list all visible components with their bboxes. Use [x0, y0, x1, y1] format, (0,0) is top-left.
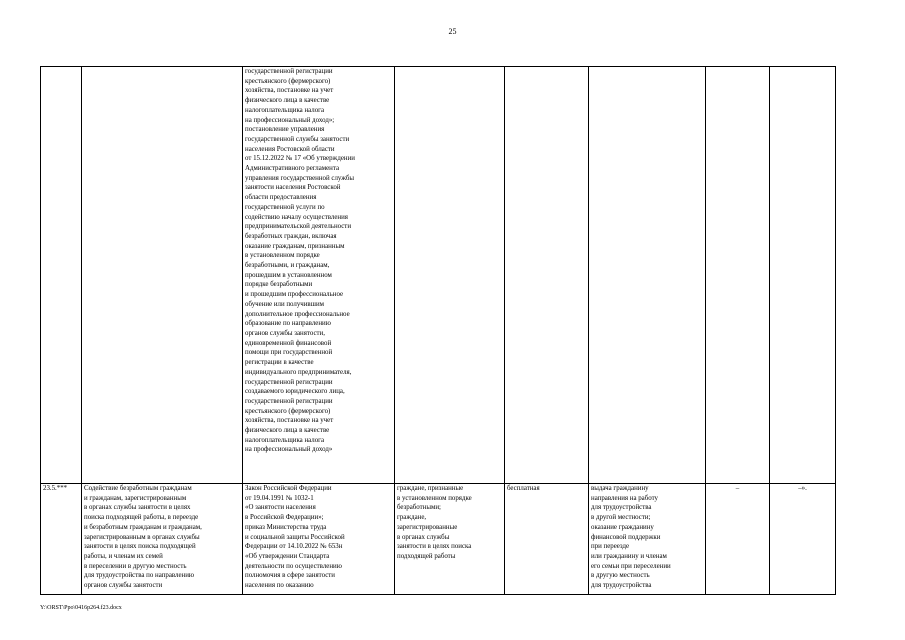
- cell-col7: –: [706, 484, 770, 595]
- result-text: [591, 484, 703, 591]
- text-line: Федерации от 14.10.2022 № 653н: [245, 543, 343, 551]
- text-line: Содействие безработным гражданам: [84, 485, 192, 492]
- text-line: хозяйства, постановке на учет: [245, 87, 334, 95]
- legal-basis-text: [245, 484, 392, 591]
- text-line: и прошедшим профессиональное: [245, 291, 344, 299]
- text-line: налогоплательщика налога: [245, 436, 325, 444]
- cell-service-name: [82, 484, 243, 595]
- text-line: содействию началу осуществления: [245, 213, 348, 221]
- text-line: на профессиональный доход»;: [245, 116, 335, 124]
- text-line: граждане,: [397, 514, 427, 522]
- text-line: в органах службы занятости в целях: [84, 504, 191, 512]
- legal-basis-text: [245, 67, 392, 455]
- text-line: в органах службы: [397, 533, 450, 541]
- cell-number: 23.5.***: [41, 484, 82, 595]
- text-line: постановление управления: [245, 126, 325, 134]
- text-line: от 15.12.2022 № 17 «Об утверждении: [245, 155, 355, 163]
- text-line: крестьянского (фермерского): [245, 77, 331, 85]
- text-line: финансовой поддержки: [591, 533, 661, 541]
- text-line: помощи при государственной: [245, 349, 333, 357]
- recipients-text: [397, 484, 502, 562]
- text-line: предпринимательской деятельности: [245, 223, 352, 231]
- text-line: от 19.04.1991 № 1032-1: [245, 494, 314, 502]
- text-line: Закон Российской Федерации: [245, 485, 332, 492]
- text-line: для трудоустройства по направлению: [84, 572, 195, 580]
- text-line: полномочия в сфере занятости: [245, 572, 335, 580]
- cell-result: [589, 484, 706, 595]
- text-line: Административного регламента: [245, 165, 340, 173]
- text-line: выдача гражданину: [591, 485, 649, 492]
- text-line: оказание гражданину: [591, 523, 654, 531]
- service-name-text: [84, 484, 240, 591]
- text-line: единовременной финансовой: [245, 339, 332, 347]
- text-line: на профессиональный доход»: [245, 446, 333, 454]
- text-line: крестьянского (фермерского): [245, 407, 331, 415]
- text-line: «Об утверждении Стандарта: [245, 552, 330, 560]
- text-line: налогоплательщика налога: [245, 106, 325, 114]
- text-line: занятости в целях поиска подходящей: [84, 543, 196, 551]
- text-line: зарегистрированные: [397, 523, 458, 531]
- text-line: органов службы занятости: [84, 582, 163, 590]
- text-line: государственной регистрации: [245, 378, 333, 386]
- cell-result: [589, 67, 706, 484]
- text-line: его семьи при переселении: [591, 562, 671, 570]
- text-line: занятости населения Ростовской: [245, 184, 341, 192]
- text-line: хозяйства, постановке на учет: [245, 417, 334, 425]
- cell-col7: [706, 67, 770, 484]
- text-line: в установленном порядке: [245, 252, 320, 260]
- text-line: органов службы занятости,: [245, 329, 325, 337]
- cell-col8: –».: [770, 484, 836, 595]
- cell-col8: [770, 67, 836, 484]
- table-row-continued: [41, 67, 836, 484]
- text-line: обучение или получившим: [245, 300, 325, 308]
- cell-fee: [505, 67, 589, 484]
- text-line: области предоставления: [245, 194, 317, 202]
- text-line: в переселении в другую местность: [84, 562, 187, 570]
- text-line: управления государственной службы: [245, 174, 355, 182]
- text-line: деятельности по осуществлению: [245, 562, 342, 570]
- page-number: 25: [448, 27, 457, 36]
- text-line: и безработным гражданам и гражданам,: [84, 523, 202, 531]
- text-line: в другую местность: [591, 572, 650, 580]
- text-line: зарегистрированным в органах службы: [84, 533, 200, 541]
- text-line: занятости в целях поиска: [397, 543, 472, 551]
- text-line: образование по направлению: [245, 320, 331, 328]
- text-line: государственной службы занятости: [245, 135, 350, 143]
- text-line: индивидуального предпринимателя,: [245, 368, 352, 376]
- services-table: [40, 66, 836, 595]
- text-line: поиска подходящей работы, в переезде: [84, 514, 199, 522]
- text-line: и гражданам, зарегистрированным: [84, 494, 187, 502]
- text-line: населения Ростовской области: [245, 145, 335, 153]
- text-line: для трудоустройства: [591, 504, 652, 512]
- cell-recipients: [395, 67, 505, 484]
- text-line: безработными;: [397, 504, 441, 512]
- text-line: граждане, признанные: [397, 485, 464, 492]
- text-line: регистрации в качестве: [245, 359, 314, 367]
- cell-recipients: [395, 484, 505, 595]
- text-line: приказ Министерства труда: [245, 523, 327, 531]
- text-line: для трудоустройства: [591, 582, 652, 590]
- text-line: физического лица в качестве: [245, 427, 330, 435]
- text-line: дополнительное профессиональное: [245, 310, 350, 318]
- cell-service-name: [82, 67, 243, 484]
- text-line: государственной услуги по: [245, 203, 325, 211]
- text-line: направления на работу: [591, 494, 658, 502]
- text-line: физического лица в качестве: [245, 97, 330, 105]
- cell-legal-basis: [243, 67, 395, 484]
- text-line: при переезде: [591, 543, 630, 551]
- text-line: или гражданину и членам: [591, 552, 667, 560]
- text-line: создаваемого юридического лица,: [245, 388, 345, 396]
- text-line: и социальной защиты Российской: [245, 533, 345, 541]
- cell-fee: бесплатная: [505, 484, 589, 595]
- footer-file-path: Y:\ORST\Ppo\0416p264.f23.docx: [40, 605, 122, 611]
- text-line: государственной регистрации: [245, 397, 333, 405]
- text-line: «О занятости населения: [245, 504, 316, 512]
- text-line: подходящей работы: [397, 552, 456, 560]
- text-line: оказание гражданам, признанным: [245, 242, 345, 250]
- text-line: в другой местности;: [591, 514, 651, 522]
- table-row-23-5: [41, 484, 836, 595]
- text-line: безработными, и гражданам,: [245, 262, 330, 270]
- text-line: работы, и членам их семей: [84, 552, 163, 560]
- text-line: безработных граждан, включая: [245, 232, 337, 240]
- cell-number: [41, 67, 82, 484]
- text-line: прошедшим в установленном: [245, 271, 332, 279]
- cell-legal-basis: [243, 484, 395, 595]
- text-line: в Российской Федерации»;: [245, 514, 324, 522]
- text-line: в установленном порядке: [397, 494, 472, 502]
- text-line: населения по оказанию: [245, 582, 314, 590]
- text-line: порядке безработными: [245, 281, 313, 289]
- text-line: государственной регистрации: [245, 68, 333, 75]
